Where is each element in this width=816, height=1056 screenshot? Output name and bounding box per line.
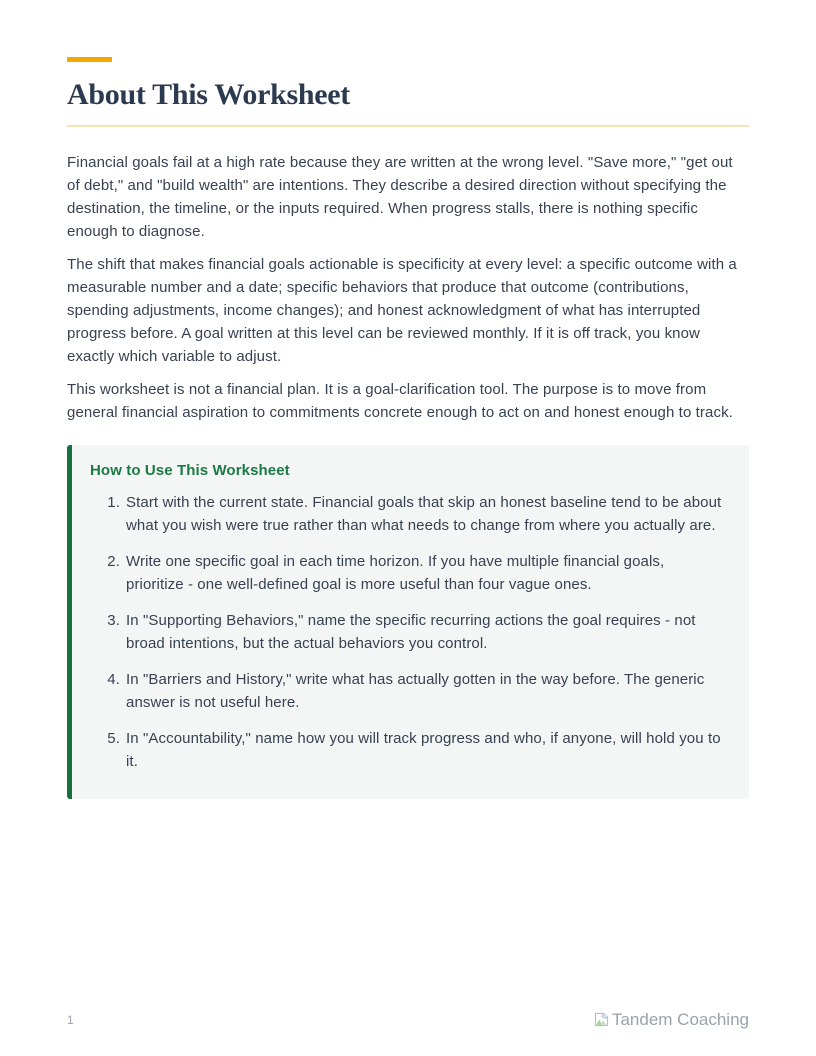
page-footer [67,1011,749,1028]
broken-image-icon [593,1011,610,1028]
accent-bar [67,57,112,62]
how-to-use-list [90,491,725,773]
list-item-text: In "Accountability," name how you will track progress and who, if anyone, will hold you to it. [126,730,721,770]
list-item [98,550,725,596]
list-item-text: Start with the current state. Financial goals that skip an honest baseline tend to be about what you wish were true rather than what needs to change from where you actually are. [126,494,722,534]
list-item-text: In "Supporting Behaviors," name the specific recurring actions the goal requires - not broad intentions, but the actual behaviors you control. [126,612,696,652]
logo-alt-text: Tandem Coaching [611,1010,749,1029]
list-item [98,668,725,714]
intro-paragraph-2: The shift that makes financial goals actionable is specificity at every level: a specific outcome with a measurable number and a date; specific behaviors that produce that outcome (contributions, spending adjustments, income changes); and honest acknowledgment of what has interrupted progress before. A goal written at this level can be reviewed monthly. If it is off track, you know exactly which variable to adjust. [67,256,737,365]
page-number: 1 [67,1012,74,1027]
list-item [98,609,725,655]
list-item-text: In "Barriers and History," write what has actually gotten in the way before. The generic answer is not useful here. [126,671,705,711]
intro-paragraph-1: Financial goals fail at a high rate because they are written at the wrong level. "Save more," "get out of debt," and "build wealth" are intentions. They describe a desired direction without specifying the destination, the timeline, or the inputs required. When progress stalls, there is nothing specific enough to diagnose. [67,154,733,240]
callout-heading: How to Use This Worksheet [90,462,290,479]
list-item-text: Write one specific goal in each time horizon. If you have multiple financial goals, prioritize - one well-defined goal is more useful than four vague ones. [126,553,665,593]
tandem-coaching-logo [593,1011,749,1028]
list-item [98,727,725,773]
list-item [98,491,725,537]
intro-paragraph-3: This worksheet is not a financial plan. It is a goal-clarification tool. The purpose is to move from general financial aspiration to commitments concrete enough to act on and honest enough to track. [67,381,733,421]
page-title: About This Worksheet [67,78,749,127]
how-to-use-callout [67,445,749,799]
